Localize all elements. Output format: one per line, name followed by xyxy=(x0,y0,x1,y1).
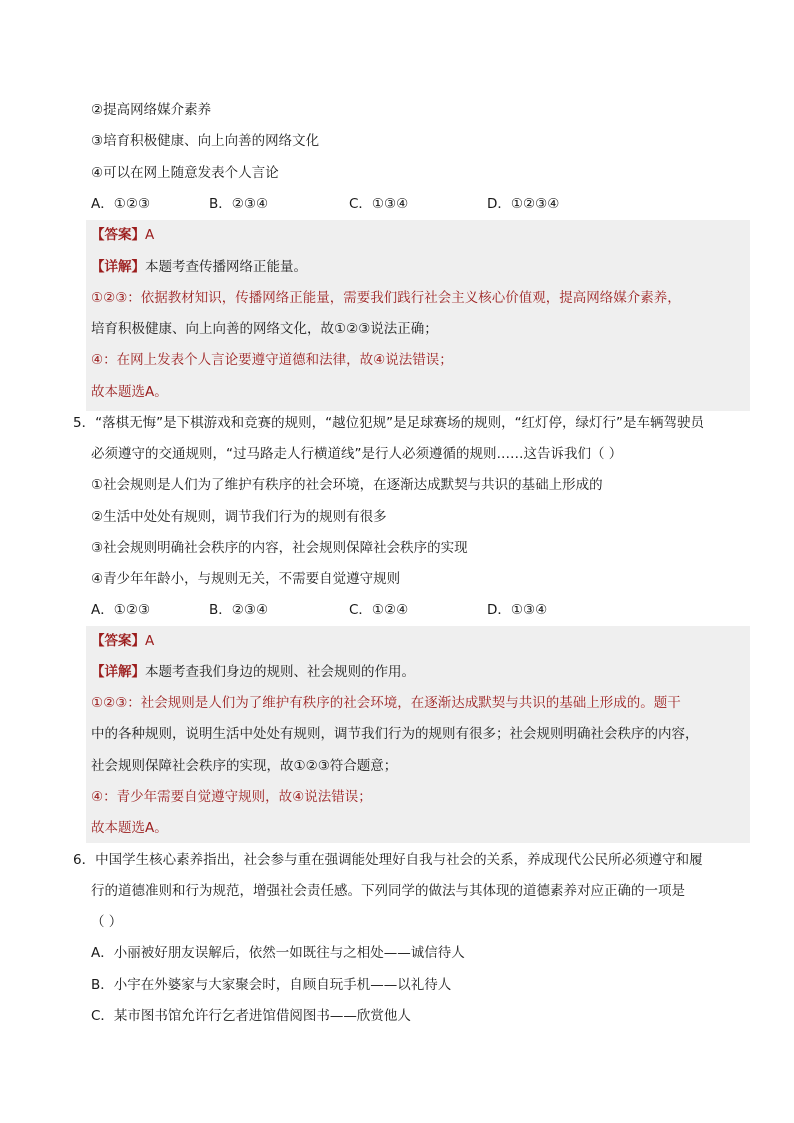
q4-choices xyxy=(91,194,559,214)
q5-explanation-2: ④：青少年需要自觉遵守规则，故④说法错误； xyxy=(91,789,372,805)
q4-answer-block xyxy=(86,220,750,411)
q5-explanation-1-line-3: 社会规则保障社会秩序的实现，故①②③符合题意； xyxy=(91,758,398,774)
q5-explanation-1-line-2: 中的各种规则，说明生活中处处有规则，调节我们行为的规则有很多；社会规则明确社会秩序的内容， xyxy=(91,726,699,742)
q5-choice-d[interactable]: D．①③④ xyxy=(487,602,548,618)
q6-stem-line-3: （ ） xyxy=(91,914,123,930)
q5-choice-c[interactable]: C．①②④ xyxy=(349,602,409,618)
q6-stem-line-1: 6．中国学生核心素养指出，社会参与重在强调能处理好自我与社会的关系，养成现代公民所必须遵守和履 xyxy=(73,852,703,868)
q4-explanation-1-line-1: ①②③：依据教材知识，传播网络正能量，需要我们践行社会主义核心价值观，提高网络媒介素养， xyxy=(91,290,681,306)
q6-stem-line-2: 行的道德准则和行为规范，增强社会责任感。下列同学的做法与其体现的道德素养对应正确的一项是 xyxy=(91,883,685,899)
q5-option-3: ③社会规则明确社会秩序的内容，社会规则保障社会秩序的实现 xyxy=(91,540,468,556)
detail-label: 【详解】 xyxy=(91,664,145,680)
q5-choice-a[interactable]: A．①②③ xyxy=(91,602,151,618)
q4-detail xyxy=(91,257,307,277)
q6-option-c[interactable]: C．某市图书馆允许行乞者进馆借阅图书——欣赏他人 xyxy=(91,1008,411,1024)
q5-option-4: ④青少年年龄小，与规则无关，不需要自觉遵守规则 xyxy=(91,571,401,587)
q4-choice-b[interactable]: B．②③④ xyxy=(209,196,269,212)
answer-value: A xyxy=(145,227,155,243)
q6-option-a[interactable]: A．小丽被好朋友误解后，依然一如既往与之相处——诚信待人 xyxy=(91,945,465,961)
detail-text: 本题考查传播网络正能量。 xyxy=(145,259,307,275)
q5-detail xyxy=(91,662,415,682)
detail-label: 【详解】 xyxy=(91,259,145,275)
q4-option-4: ④可以在网上随意发表个人言论 xyxy=(91,165,279,181)
detail-text: 本题考查我们身边的规则、社会规则的作用。 xyxy=(145,664,415,680)
answer-label: 【答案】 xyxy=(91,633,145,649)
answer-label: 【答案】 xyxy=(91,227,145,243)
q4-choice-a[interactable]: A．①②③ xyxy=(91,196,151,212)
q4-choice-d[interactable]: D．①②③④ xyxy=(487,196,560,212)
q4-option-3: ③培育积极健康、向上向善的网络文化 xyxy=(91,133,320,149)
q4-answer xyxy=(91,225,154,245)
q5-conclusion: 故本题选A。 xyxy=(91,820,168,836)
q5-choices xyxy=(91,600,547,620)
q5-explanation-1-line-1: ①②③：社会规则是人们为了维护有秩序的社会环境，在逐渐达成默契与共识的基础上形成的。题干 xyxy=(91,695,681,711)
q5-answer xyxy=(91,631,154,651)
q4-explanation-2: ④：在网上发表个人言论要遵守道德和法律，故④说法错误； xyxy=(91,352,453,368)
q4-choice-c[interactable]: C．①③④ xyxy=(349,196,409,212)
q5-stem-line-1: 5．“落棋无悔”是下棋游戏和竞赛的规则，“越位犯规”是足球赛场的规则，“红灯停，绿灯行”是车辆驾驶员 xyxy=(73,415,705,431)
q6-option-b[interactable]: B．小宇在外婆家与大家聚会时，自顾自玩手机——以礼待人 xyxy=(91,977,452,993)
q5-option-1: ①社会规则是人们为了维护有秩序的社会环境，在逐渐达成默契与共识的基础上形成的 xyxy=(91,477,603,493)
answer-value: A xyxy=(145,633,155,649)
q5-choice-b[interactable]: B．②③④ xyxy=(209,602,269,618)
q5-stem-line-2: 必须遵守的交通规则，“过马路走人行横道线”是行人必须遵循的规则……这告诉我们（ ） xyxy=(91,446,623,462)
q5-option-2: ②生活中处处有规则，调节我们行为的规则有很多 xyxy=(91,509,387,525)
q4-option-2: ②提高网络媒介素养 xyxy=(91,102,212,118)
q4-explanation-1-line-2: 培育积极健康、向上向善的网络文化，故①②③说法正确； xyxy=(91,321,438,337)
q4-conclusion: 故本题选A。 xyxy=(91,384,168,400)
